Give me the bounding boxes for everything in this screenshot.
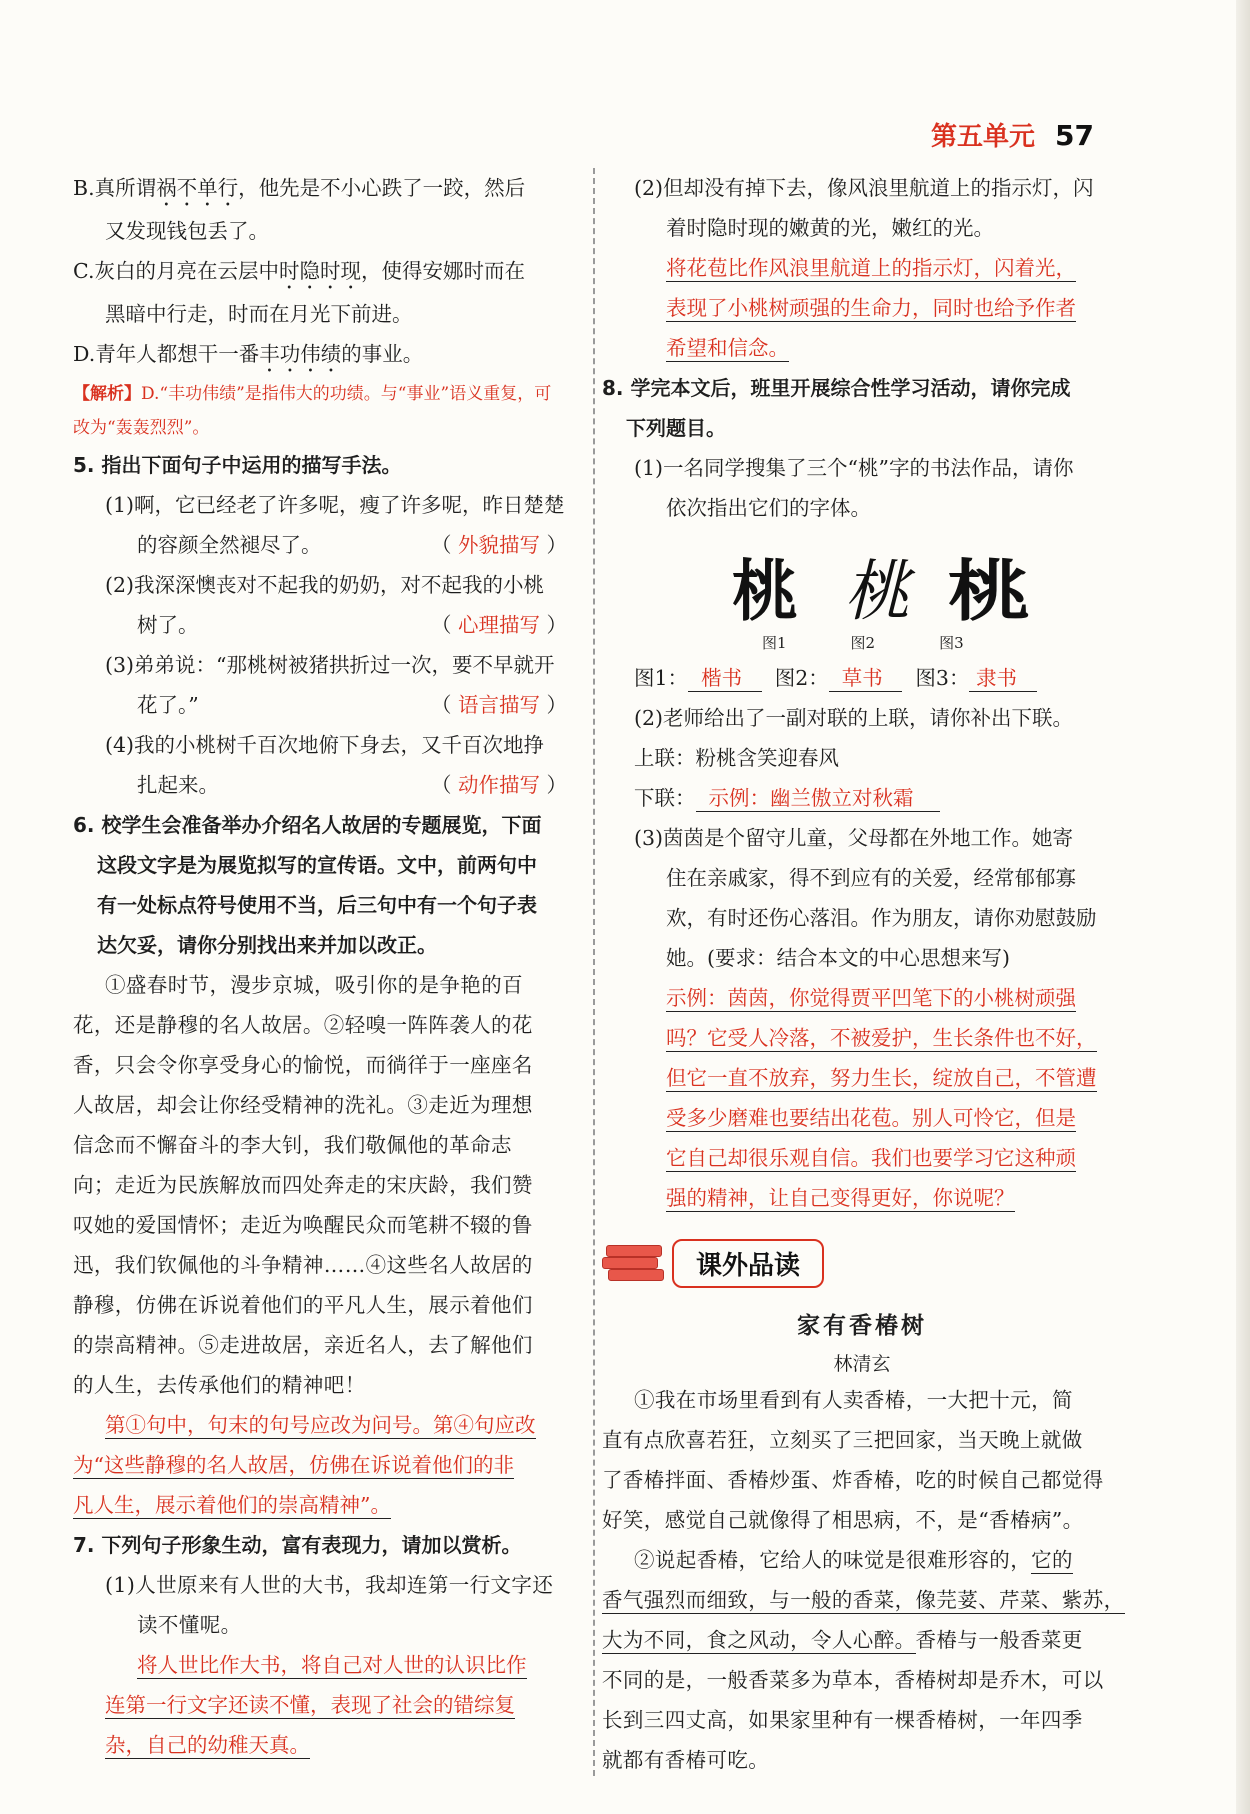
article-title: 家有香椿树: [797, 1312, 927, 1339]
q5-item-1: (1)啊，它已经老了许多呢，瘦了许多呢，昨日楚楚 的容颜全然褪尽了。 （ 外貌描写 ）: [105, 493, 567, 557]
q5-answer-2: 心理描写: [457, 613, 540, 637]
page-header: [931, 116, 1094, 153]
q5-answer-3: 语言描写: [457, 693, 540, 717]
q5-answer-4: 动作描写: [457, 773, 540, 797]
q7-sentence-1: (1)人世原来有人世的大书，我却连第一行文字还 读不懂呢。: [105, 1573, 554, 1637]
page-edge: [1236, 0, 1250, 1814]
q8-part-1: (1)一名同学搜集了三个“桃”字的书法作品，请你 依次指出它们的字体。: [634, 456, 1074, 520]
calligraphy-samples: [602, 542, 1122, 628]
q4-analysis-cont: 改为“轰轰烈烈”。: [73, 418, 210, 438]
q8-title: 8. 学完本文后，班里开展综合性学习活动，请你完成 下列题目。: [602, 376, 1071, 440]
figure-captions: 图1 图2 图3: [762, 634, 964, 652]
q6-title: 6. 校学生会准备举办介绍名人故居的专题展览，下面 这段文字是为展览拟写的宣传语。文中，前两句中 有一处标点符号使用不当，后三句中有一个句子表 达欠妥，请你分别找出来并加以改正。: [73, 813, 542, 957]
q7-answer-2: 将花苞比作风浪里航道上的指示灯，闪着光， 表现了小桃树顽强的生命力，同时也给予作者 希望和信念。: [666, 256, 1076, 360]
couplet-lower: 下联： 示例：幽兰傲立对秋霜: [602, 778, 1122, 818]
section-banner: [602, 1228, 1122, 1298]
right-column: [602, 168, 1125, 1780]
article-author: 林清玄: [833, 1353, 891, 1375]
article-paragraph-1: ①我在市场里看到有人卖香椿，一大把十元，简 直有点欣喜若狂，立刻买了三把回家，当天晚上就做 了香椿拌面、香椿炒蛋、炸香椿，吃的时候自己都觉得 好笑，感觉自己就像得了相思病，不，是“香椿病”。: [602, 1388, 1104, 1532]
q6-passage: ①盛春时节，漫步京城，吸引你的是争艳的百 花，还是静穆的名人故居。②轻嗅一阵阵袭人的花 香，只会令你享受身心的愉悦，而徜徉于一座座名 人故居，却会让你经受精神的洗礼。③走近为理想 信念而不懈奋斗的李大钊，我们敬佩他的革命志 向；走近为民族解放而四处奔走的宋庆龄，我们赞 叹她的爱国情怀；走近为唤醒民众而笔耕不辍的鲁 迅，我们钦佩他的斗争精神……④这些名人故居的 静穆，仿佛在诉说着他们的平凡人生，展示着他们 的崇高精神。⑤走进故居，亲近名人，去了解他们 的人生，去传承他们的精神吧！: [73, 973, 533, 1397]
q8-part-3: (3)茵茵是个留守儿童，父母都在外地工作。她寄 住在亲戚家，得不到应有的关爱，经常郁郁寡 欢，有时还伤心落泪。作为朋友，请你劝慰鼓励 她。(要求：结合本文的中心思想来写): [634, 826, 1097, 970]
q5-item-4: (4)我的小桃树千百次地俯下身去，又千百次地挣 扎起来。 （ 动作描写 ）: [105, 733, 567, 797]
q5-title: 5. 指出下面句子中运用的描写手法。: [73, 453, 402, 477]
q6-answer: 第①句中，句末的句号应改为问号。第④句应改 为“这些静穆的名人故居，仿佛在诉说着他们的非 凡人生，展示着他们的崇高精神”。: [73, 1413, 536, 1517]
q4-option-d: D.青年人都想干一番丰功伟绩的事业。: [73, 342, 424, 366]
q4-option-b: B.真所谓祸不单行，他先是不小心跌了一跤，然后 又发现钱包丢了。: [73, 176, 526, 243]
q5-item-2: (2)我深深懊丧对不起我的奶奶，对不起我的小桃 树了。 （ 心理描写 ）: [105, 573, 567, 637]
q8-part-1-answer: 图1： 楷书 图2： 草书 图3： 隶书: [602, 658, 1122, 698]
q7-answer-1: 将人世比作大书，将自己对人世的认识比作 连第一行文字还读不懂，表现了社会的错综复 杂，自己的幼稚天真。: [105, 1653, 527, 1757]
q5-answer-1: 外貌描写: [457, 533, 540, 557]
q4-analysis: 【解析】D.“丰功伟绩”是指伟大的功绩。与“事业”语义重复，可: [73, 384, 552, 404]
section-title: 课外品读: [672, 1239, 824, 1288]
unit-title: 第五单元: [931, 122, 1036, 152]
calligraphy-figure-1: 桃: [732, 551, 798, 630]
calligraphy-figure-2: 桃: [844, 555, 910, 629]
books-icon: [602, 1239, 666, 1287]
article-paragraph-2: ②说起香椿，它给人的味觉是很难形容的，它的 香气强烈而细致，与一般的香菜，像芫荽、芹菜、紫苏， 大为不同，食之风动，令人心醉。香椿与一般香菜更 不同的是，一般香菜多为草本，香椿树却是乔木，可以 长到三四丈高，如果家里种有一棵香椿树，一年四季 就都有香椿可吃。: [602, 1548, 1125, 1772]
q8-part-2: (2)老师给出了一副对联的上联，请你补出下联。: [634, 706, 1074, 730]
q7-sentence-2: (2)但却没有掉下去，像风浪里航道上的指示灯，闪 着时隐时现的嫩黄的光，嫩红的光。: [634, 176, 1094, 240]
q4-option-c: C.灰白的月亮在云层中时隐时现，使得安娜时而在 黑暗中行走，时而在月光下前进。: [73, 259, 525, 326]
q5-item-3: (3)弟弟说：“那桃树被猪拱折过一次，要不早就开 花了。” （ 语言描写 ）: [105, 653, 567, 717]
q7-title: 7. 下列句子形象生动，富有表现力，请加以赏析。: [73, 1533, 522, 1557]
left-column: [73, 168, 573, 1765]
couplet-upper: 上联：粉桃含笑迎春风: [634, 746, 839, 770]
calligraphy-figure-3: 桃: [947, 552, 1031, 630]
page-number: 57: [1055, 119, 1094, 152]
q8-part-3-answer: 示例：茵茵，你觉得贾平凹笔下的小桃树顽强 吗？它受人冷落，不被爱护，生长条件也不好， 但它一直不放弃，努力生长，绽放自己，不管遭 受多少磨难也要结出花苞。别人可怜它，但是 它自己却很乐观自信。我们也要学习它这种顽 强的精神，让自己变得更好，你说呢？: [666, 986, 1097, 1210]
column-divider: [593, 168, 595, 1776]
